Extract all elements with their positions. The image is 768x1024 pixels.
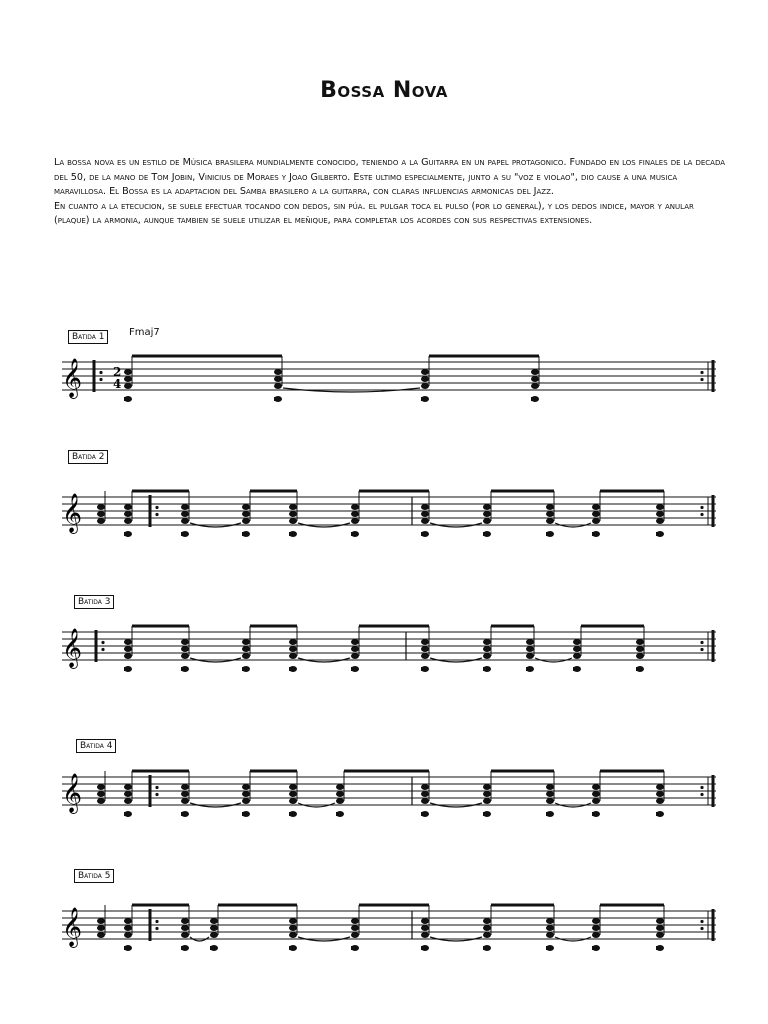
notehead <box>124 646 132 652</box>
bass-notehead <box>526 666 534 672</box>
bass-notehead <box>636 666 644 672</box>
notehead <box>592 925 600 931</box>
notehead <box>483 925 491 931</box>
bass-notehead <box>210 945 218 951</box>
notehead <box>242 653 250 659</box>
notehead <box>531 369 539 375</box>
notehead <box>124 369 132 375</box>
notehead <box>181 918 189 924</box>
notehead <box>124 932 132 938</box>
bass-notehead <box>421 531 429 537</box>
repeat-dot <box>155 793 158 796</box>
notehead <box>483 653 491 659</box>
bass-notehead <box>656 811 664 817</box>
notehead <box>546 791 554 797</box>
bass-notehead <box>289 531 297 537</box>
staff-system-5 <box>62 905 716 951</box>
notehead <box>421 646 429 652</box>
repeat-dot <box>155 513 158 516</box>
notehead <box>124 653 132 659</box>
notehead <box>97 798 105 804</box>
notehead <box>289 646 297 652</box>
notehead <box>636 646 644 652</box>
notehead <box>656 518 664 524</box>
notehead <box>289 653 297 659</box>
repeat-dot <box>700 513 703 516</box>
notehead <box>124 784 132 790</box>
notehead <box>421 784 429 790</box>
notehead <box>421 932 429 938</box>
bass-notehead <box>421 396 429 402</box>
notehead <box>656 918 664 924</box>
bass-notehead <box>351 531 359 537</box>
notehead <box>546 518 554 524</box>
repeat-dot <box>155 927 158 930</box>
treble-clef-icon: 𝄞 <box>62 358 83 398</box>
bass-notehead <box>181 811 189 817</box>
notehead <box>97 791 105 797</box>
bass-notehead <box>181 945 189 951</box>
batida-label: Batida 5 <box>74 869 114 883</box>
notehead <box>124 798 132 804</box>
notehead <box>592 504 600 510</box>
notehead <box>656 511 664 517</box>
notehead <box>97 925 105 931</box>
notehead <box>124 518 132 524</box>
notehead <box>351 925 359 931</box>
repeat-dot <box>155 920 158 923</box>
notehead <box>351 653 359 659</box>
notehead <box>289 925 297 931</box>
bass-notehead <box>181 531 189 537</box>
page-title: Bossa Nova <box>320 78 448 103</box>
repeat-dot <box>155 506 158 509</box>
notehead <box>181 511 189 517</box>
notehead <box>573 639 581 645</box>
batida-label: Batida 2 <box>68 450 108 464</box>
notehead <box>97 518 105 524</box>
notehead <box>289 798 297 804</box>
notehead <box>483 639 491 645</box>
time-signature-top: 2 <box>113 365 122 379</box>
notehead <box>351 518 359 524</box>
intro-paragraph: La bossa nova es un estilo de Música brasilera mundialmente conocido, teniendo a la Guitarra en un papel protagonico. Fundado en los finales de la decada del 50, de la mano de Tom Jobin, Vinicius de Moraes y Joao Gilberto. Este ultimo especialmente, junto a su "voz e violao", dio cause a una musica maravillosa. El Bossa es la adaptacion del Samba brasilero a la guitarra, con claras influencias armonicas del Jazz. <box>54 157 726 198</box>
staff-system-2 <box>62 491 716 537</box>
notehead <box>274 369 282 375</box>
notehead <box>181 798 189 804</box>
notehead <box>242 784 250 790</box>
notehead <box>97 932 105 938</box>
bass-notehead <box>124 396 132 402</box>
notehead <box>242 504 250 510</box>
repeat-dot <box>99 371 102 374</box>
notehead <box>336 798 344 804</box>
notehead <box>351 639 359 645</box>
notehead <box>656 791 664 797</box>
notehead <box>242 639 250 645</box>
notehead <box>421 791 429 797</box>
notehead <box>289 918 297 924</box>
notehead <box>181 791 189 797</box>
bass-notehead <box>124 811 132 817</box>
notehead <box>592 511 600 517</box>
bass-notehead <box>483 811 491 817</box>
repeat-dot <box>155 786 158 789</box>
notehead <box>124 791 132 797</box>
notehead <box>546 925 554 931</box>
notehead <box>483 918 491 924</box>
bass-notehead <box>289 811 297 817</box>
notehead <box>421 653 429 659</box>
chord-symbol: Fmaj7 <box>129 327 160 338</box>
bass-notehead <box>181 666 189 672</box>
notehead <box>210 932 218 938</box>
bass-notehead <box>124 945 132 951</box>
notehead <box>242 518 250 524</box>
notehead <box>242 511 250 517</box>
notehead <box>546 784 554 790</box>
bass-notehead <box>573 666 581 672</box>
bass-notehead <box>546 945 554 951</box>
notehead <box>421 511 429 517</box>
notehead <box>181 504 189 510</box>
treble-clef-icon: 𝄞 <box>62 773 83 813</box>
notehead <box>526 639 534 645</box>
notehead <box>181 925 189 931</box>
notehead <box>181 932 189 938</box>
notehead <box>124 511 132 517</box>
notehead <box>546 511 554 517</box>
notehead <box>97 784 105 790</box>
notehead <box>483 646 491 652</box>
notehead <box>289 784 297 790</box>
bass-notehead <box>351 945 359 951</box>
bass-notehead <box>546 531 554 537</box>
notehead <box>351 918 359 924</box>
notehead <box>289 932 297 938</box>
notehead <box>421 639 429 645</box>
bass-notehead <box>592 531 600 537</box>
notehead <box>274 383 282 389</box>
notehead <box>483 511 491 517</box>
notehead <box>181 653 189 659</box>
notehead <box>546 504 554 510</box>
notehead <box>351 646 359 652</box>
notehead <box>124 639 132 645</box>
notehead <box>421 918 429 924</box>
notehead <box>526 653 534 659</box>
bass-notehead <box>592 811 600 817</box>
notehead <box>351 511 359 517</box>
repeat-dot <box>700 641 703 644</box>
treble-clef-icon: 𝄞 <box>62 493 83 533</box>
bass-notehead <box>336 811 344 817</box>
notehead <box>656 798 664 804</box>
notehead <box>573 646 581 652</box>
notehead <box>531 376 539 382</box>
notehead <box>124 383 132 389</box>
repeat-dot <box>700 927 703 930</box>
bass-notehead <box>656 945 664 951</box>
staff-system-3 <box>62 626 716 672</box>
repeat-dot <box>700 920 703 923</box>
bass-notehead <box>531 396 539 402</box>
notehead <box>636 639 644 645</box>
bass-notehead <box>124 666 132 672</box>
notehead <box>421 369 429 375</box>
bass-notehead <box>656 531 664 537</box>
notehead <box>336 791 344 797</box>
notehead <box>656 784 664 790</box>
notehead <box>242 791 250 797</box>
bass-notehead <box>483 531 491 537</box>
bass-notehead <box>124 531 132 537</box>
notehead <box>526 646 534 652</box>
notehead <box>592 791 600 797</box>
staff-system-1 <box>62 356 716 402</box>
staff-system-4 <box>62 771 716 817</box>
notehead <box>124 504 132 510</box>
notehead <box>124 918 132 924</box>
notehead <box>289 504 297 510</box>
notehead <box>546 918 554 924</box>
notehead <box>289 791 297 797</box>
repeat-dot <box>700 506 703 509</box>
bass-notehead <box>483 666 491 672</box>
bass-notehead <box>421 945 429 951</box>
notehead <box>656 925 664 931</box>
notehead <box>546 798 554 804</box>
notehead <box>531 383 539 389</box>
batida-label: Batida 4 <box>76 739 116 753</box>
notehead <box>97 511 105 517</box>
bass-notehead <box>351 666 359 672</box>
notehead <box>336 784 344 790</box>
notehead <box>483 798 491 804</box>
notehead <box>97 504 105 510</box>
notehead <box>210 925 218 931</box>
repeat-dot <box>700 378 703 381</box>
notehead <box>421 925 429 931</box>
notehead <box>289 518 297 524</box>
notehead <box>210 918 218 924</box>
notehead <box>421 383 429 389</box>
notehead <box>483 932 491 938</box>
notehead <box>124 376 132 382</box>
bass-notehead <box>289 945 297 951</box>
notehead <box>351 932 359 938</box>
bass-notehead <box>242 666 250 672</box>
notehead <box>124 925 132 931</box>
notehead <box>274 376 282 382</box>
notehead <box>421 376 429 382</box>
notehead <box>573 653 581 659</box>
bass-notehead <box>242 811 250 817</box>
bass-notehead <box>242 531 250 537</box>
notehead <box>483 518 491 524</box>
notehead <box>592 918 600 924</box>
notehead <box>592 784 600 790</box>
notehead <box>421 504 429 510</box>
notehead <box>181 518 189 524</box>
notehead <box>483 504 491 510</box>
treble-clef-icon: 𝄞 <box>62 907 83 947</box>
bass-notehead <box>274 396 282 402</box>
notehead <box>592 798 600 804</box>
notehead <box>592 518 600 524</box>
notehead <box>351 504 359 510</box>
notehead <box>289 639 297 645</box>
bass-notehead <box>483 945 491 951</box>
repeat-dot <box>700 371 703 374</box>
time-signature-bottom: 4 <box>113 377 122 391</box>
notehead <box>656 504 664 510</box>
notehead <box>546 932 554 938</box>
notehead <box>181 646 189 652</box>
repeat-dot <box>700 786 703 789</box>
notehead <box>483 791 491 797</box>
repeat-dot <box>101 648 104 651</box>
notehead <box>97 918 105 924</box>
bass-notehead <box>421 811 429 817</box>
notehead <box>421 518 429 524</box>
intro-paragraph: En cuanto a la etecucion, se suele efectuar tocando con dedos, sin púa. el pulgar toca el pulso (por lo general), y los dedos indice, mayor y anular (plaque) la armonia, aunque tambien se suele utilizar el meñique, para completar los acordes con sus respectivas extensiones. <box>54 200 694 227</box>
batida-label: Batida 1 <box>68 330 108 344</box>
bass-notehead <box>289 666 297 672</box>
batida-label: Batida 3 <box>74 595 114 609</box>
repeat-dot <box>99 378 102 381</box>
notehead <box>592 932 600 938</box>
repeat-dot <box>700 648 703 651</box>
notehead <box>483 784 491 790</box>
repeat-dot <box>101 641 104 644</box>
notehead <box>421 798 429 804</box>
bass-notehead <box>421 666 429 672</box>
notehead <box>242 798 250 804</box>
notehead <box>289 511 297 517</box>
repeat-dot <box>700 793 703 796</box>
notehead <box>656 932 664 938</box>
notehead <box>242 646 250 652</box>
treble-clef-icon: 𝄞 <box>62 628 83 668</box>
notehead <box>636 653 644 659</box>
notehead <box>181 639 189 645</box>
notehead <box>181 784 189 790</box>
bass-notehead <box>592 945 600 951</box>
bass-notehead <box>546 811 554 817</box>
